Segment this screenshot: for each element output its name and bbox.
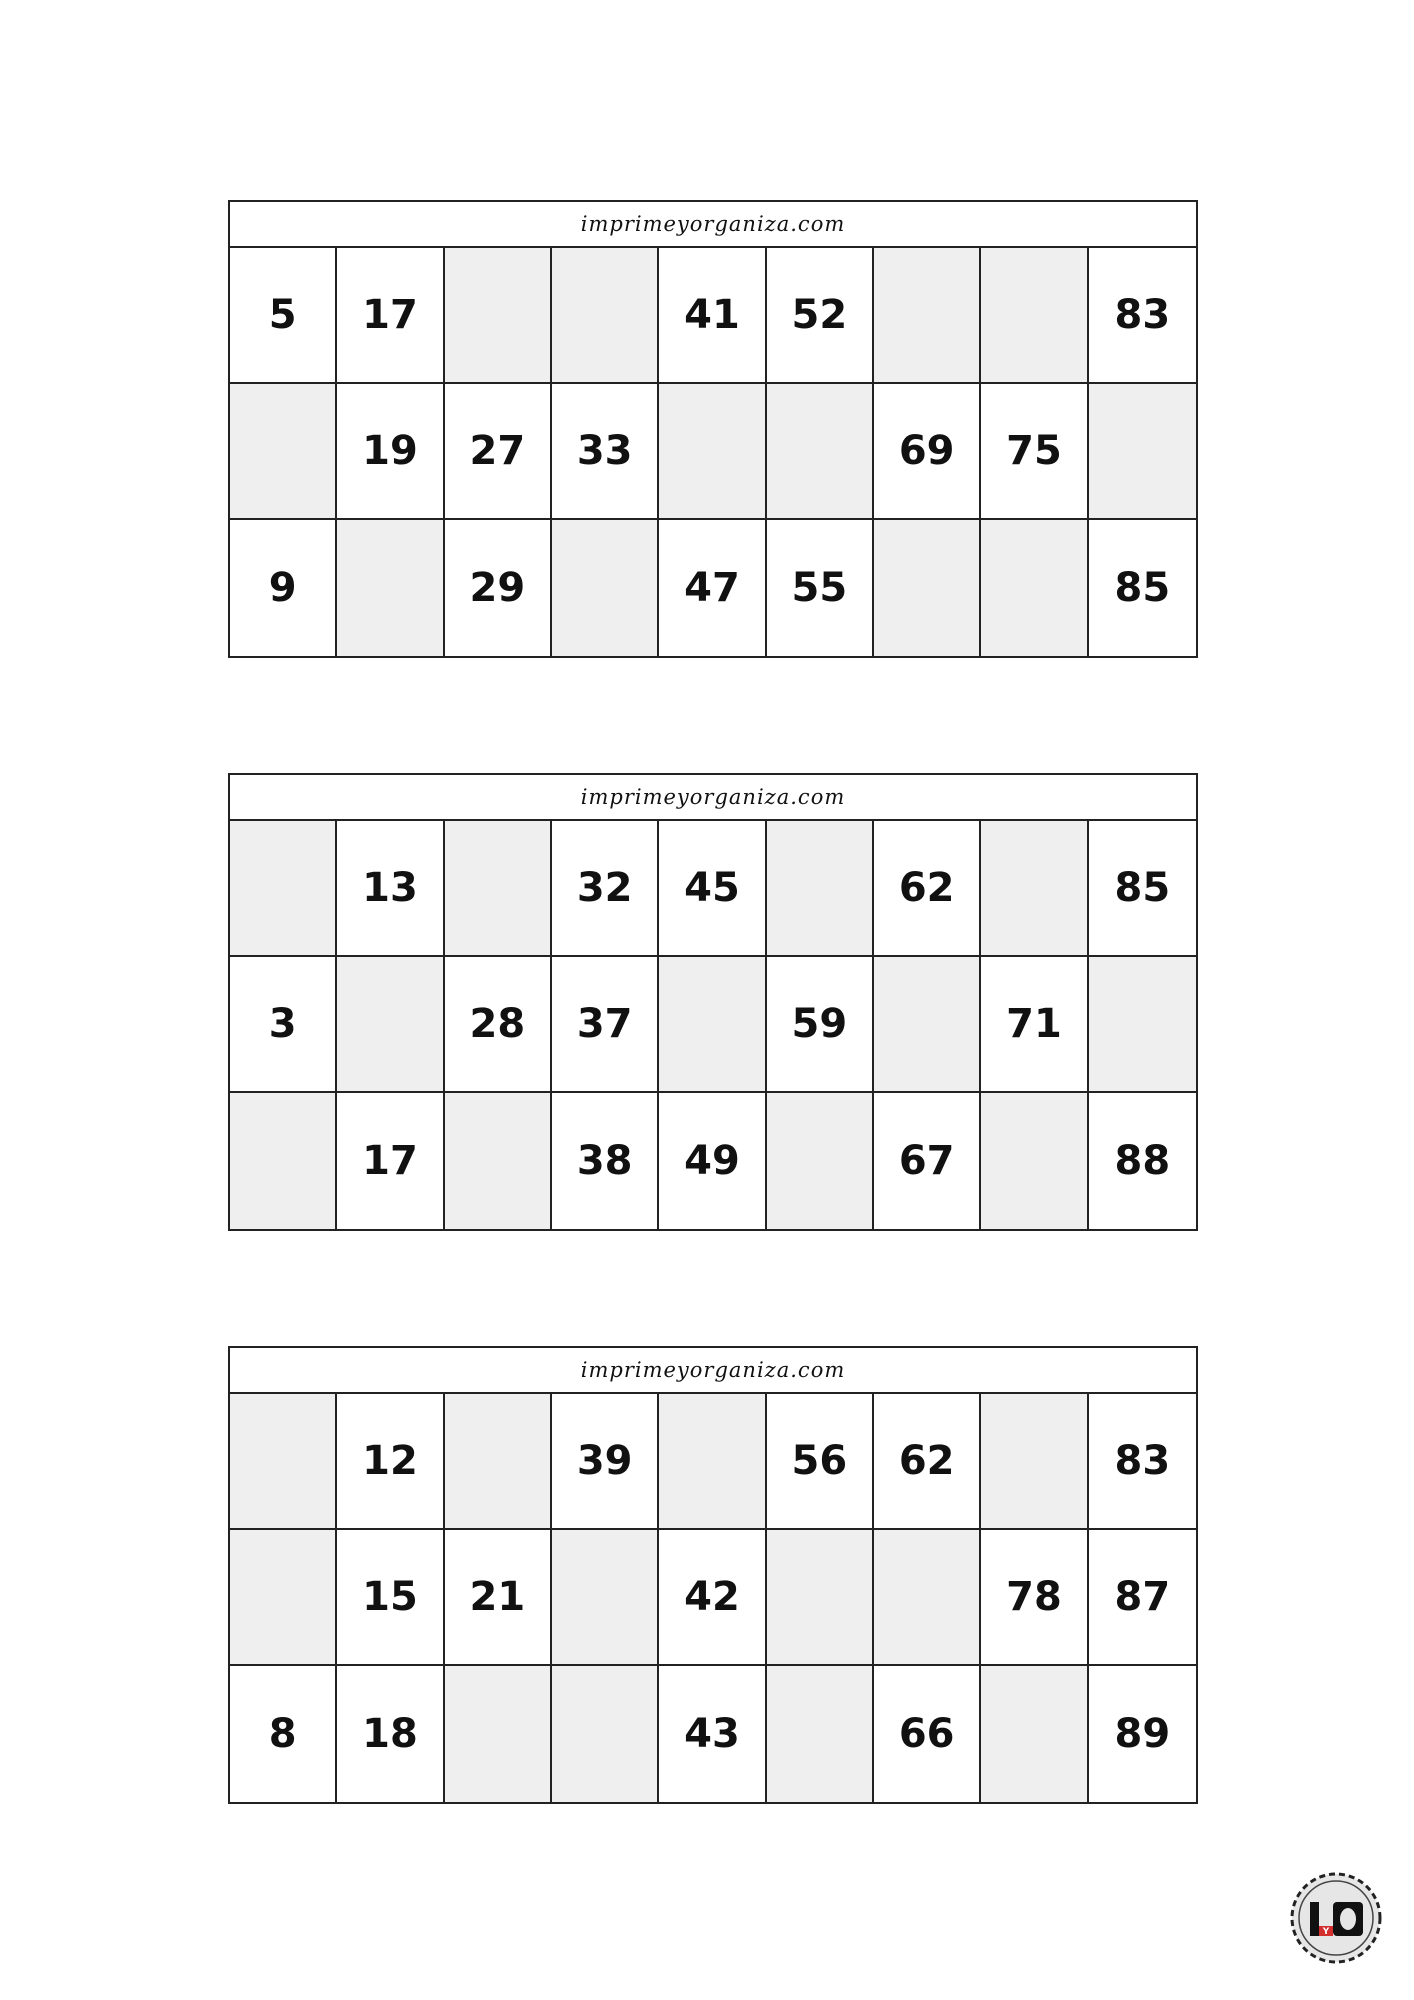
- number-cell: 47: [659, 520, 766, 656]
- number-cell: 17: [337, 1093, 444, 1229]
- number-cell: 83: [1089, 1394, 1196, 1530]
- number-cell: 56: [767, 1394, 874, 1530]
- empty-cell: [767, 1093, 874, 1229]
- empty-cell: [552, 1530, 659, 1666]
- empty-cell: [230, 1093, 337, 1229]
- number-cell: 83: [1089, 248, 1196, 384]
- empty-cell: [981, 821, 1088, 957]
- card-site-header: imprimeyorganiza.com: [230, 775, 1196, 821]
- number-cell: 67: [874, 1093, 981, 1229]
- empty-cell: [445, 248, 552, 384]
- number-cell: 15: [337, 1530, 444, 1666]
- number-cell: 3: [230, 957, 337, 1093]
- empty-cell: [445, 821, 552, 957]
- number-cell: 29: [445, 520, 552, 656]
- empty-cell: [874, 1530, 981, 1666]
- bingo-card: [228, 773, 1198, 1231]
- card-site-header: imprimeyorganiza.com: [230, 202, 1196, 248]
- empty-cell: [552, 520, 659, 656]
- empty-cell: [981, 1666, 1088, 1802]
- bingo-card: [228, 1346, 1198, 1804]
- number-cell: 85: [1089, 821, 1196, 957]
- number-cell: 55: [767, 520, 874, 656]
- number-cell: 5: [230, 248, 337, 384]
- empty-cell: [230, 1530, 337, 1666]
- number-cell: 52: [767, 248, 874, 384]
- card-number-grid: [230, 821, 1196, 1229]
- empty-cell: [230, 384, 337, 520]
- number-cell: 78: [981, 1530, 1088, 1666]
- number-cell: 9: [230, 520, 337, 656]
- number-cell: 66: [874, 1666, 981, 1802]
- number-cell: 42: [659, 1530, 766, 1666]
- empty-cell: [230, 1394, 337, 1530]
- empty-cell: [981, 1394, 1088, 1530]
- number-cell: 21: [445, 1530, 552, 1666]
- number-cell: 49: [659, 1093, 766, 1229]
- number-cell: 45: [659, 821, 766, 957]
- number-cell: 59: [767, 957, 874, 1093]
- card-number-grid: [230, 1394, 1196, 1802]
- empty-cell: [981, 1093, 1088, 1229]
- empty-cell: [1089, 384, 1196, 520]
- number-cell: 88: [1089, 1093, 1196, 1229]
- empty-cell: [659, 384, 766, 520]
- empty-cell: [230, 821, 337, 957]
- empty-cell: [981, 248, 1088, 384]
- number-cell: 8: [230, 1666, 337, 1802]
- number-cell: 69: [874, 384, 981, 520]
- number-cell: 28: [445, 957, 552, 1093]
- empty-cell: [552, 248, 659, 384]
- iyo-logo-icon: [1288, 1870, 1384, 1966]
- empty-cell: [874, 957, 981, 1093]
- number-cell: 37: [552, 957, 659, 1093]
- empty-cell: [445, 1093, 552, 1229]
- number-cell: 27: [445, 384, 552, 520]
- number-cell: 13: [337, 821, 444, 957]
- number-cell: 89: [1089, 1666, 1196, 1802]
- number-cell: 18: [337, 1666, 444, 1802]
- number-cell: 75: [981, 384, 1088, 520]
- number-cell: 12: [337, 1394, 444, 1530]
- number-cell: 33: [552, 384, 659, 520]
- empty-cell: [767, 1666, 874, 1802]
- number-cell: 43: [659, 1666, 766, 1802]
- card-number-grid: [230, 248, 1196, 656]
- empty-cell: [767, 821, 874, 957]
- number-cell: 85: [1089, 520, 1196, 656]
- empty-cell: [981, 520, 1088, 656]
- empty-cell: [1089, 957, 1196, 1093]
- bingo-card: [228, 200, 1198, 658]
- empty-cell: [767, 384, 874, 520]
- empty-cell: [874, 248, 981, 384]
- number-cell: 62: [874, 1394, 981, 1530]
- number-cell: 39: [552, 1394, 659, 1530]
- number-cell: 87: [1089, 1530, 1196, 1666]
- card-site-header: imprimeyorganiza.com: [230, 1348, 1196, 1394]
- empty-cell: [767, 1530, 874, 1666]
- number-cell: 41: [659, 248, 766, 384]
- svg-text:Y: Y: [1322, 1927, 1330, 1937]
- empty-cell: [445, 1666, 552, 1802]
- empty-cell: [337, 520, 444, 656]
- number-cell: 71: [981, 957, 1088, 1093]
- empty-cell: [659, 957, 766, 1093]
- empty-cell: [337, 957, 444, 1093]
- empty-cell: [874, 520, 981, 656]
- number-cell: 32: [552, 821, 659, 957]
- number-cell: 17: [337, 248, 444, 384]
- empty-cell: [552, 1666, 659, 1802]
- number-cell: 19: [337, 384, 444, 520]
- empty-cell: [659, 1394, 766, 1530]
- number-cell: 62: [874, 821, 981, 957]
- number-cell: 38: [552, 1093, 659, 1229]
- empty-cell: [445, 1394, 552, 1530]
